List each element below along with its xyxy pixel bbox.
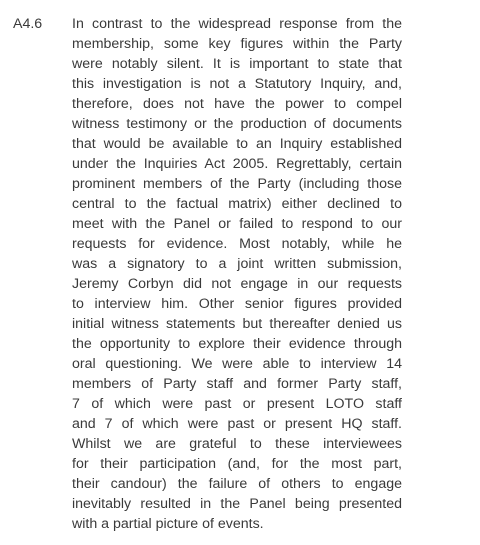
paragraph-line: the opportunity to explore their evidence through <box>72 336 402 352</box>
paragraph-line: prominent members of the Party (including those <box>72 176 402 192</box>
paragraph-line: this investigation is not a Statutory Inquiry, and, <box>72 76 402 92</box>
paragraph-line: Jeremy Corbyn did not engage in our requests <box>72 276 402 292</box>
paragraph-line: with a partial picture of events. <box>72 516 264 532</box>
paragraph-line: Whilst we are grateful to these interviewees <box>72 436 402 452</box>
paragraph-line: In contrast to the widespread response from the <box>72 16 402 32</box>
paragraph-line: therefore, does not have the power to compel <box>72 96 402 112</box>
paragraph-line: were notably silent. It is important to state that <box>72 56 402 72</box>
paragraph-line: central to the factual matrix) either declined to <box>72 196 402 212</box>
paragraph-line: oral questioning. We were able to interview 14 <box>72 356 402 372</box>
paragraph-line: initial witness statements but thereafter denied us <box>72 316 402 332</box>
paragraph-line: members of Party staff and former Party staff, <box>72 376 402 392</box>
paragraph-line: requests for evidence. Most notably, while he <box>72 236 402 252</box>
paragraph-line: membership, some key figures within the Party <box>72 36 402 52</box>
paragraph-line: to interview him. Other senior figures provided <box>72 296 402 312</box>
paragraph-line: and 7 of which were past or present HQ staff. <box>72 416 402 432</box>
paragraph-line: under the Inquiries Act 2005. Regrettably, certain <box>72 156 402 172</box>
paragraph-line: that would be available to an Inquiry established <box>72 136 402 152</box>
paragraph-line: 7 of which were past or present LOTO staff <box>72 396 402 412</box>
paragraph-line: meet with the Panel or failed to respond to our <box>72 216 402 232</box>
paragraph-number: A4.6 <box>13 16 43 32</box>
paragraph-line: was a signatory to a joint written submission, <box>72 256 402 272</box>
paragraph-line: their candour) the failure of others to engage <box>72 476 402 492</box>
paragraph-body <box>72 14 402 534</box>
paragraph-line: for their participation (and, for the most part, <box>72 456 402 472</box>
paragraph-line: witness testimony or the production of documents <box>72 116 402 132</box>
paragraph-line: inevitably resulted in the Panel being presented <box>72 496 402 512</box>
